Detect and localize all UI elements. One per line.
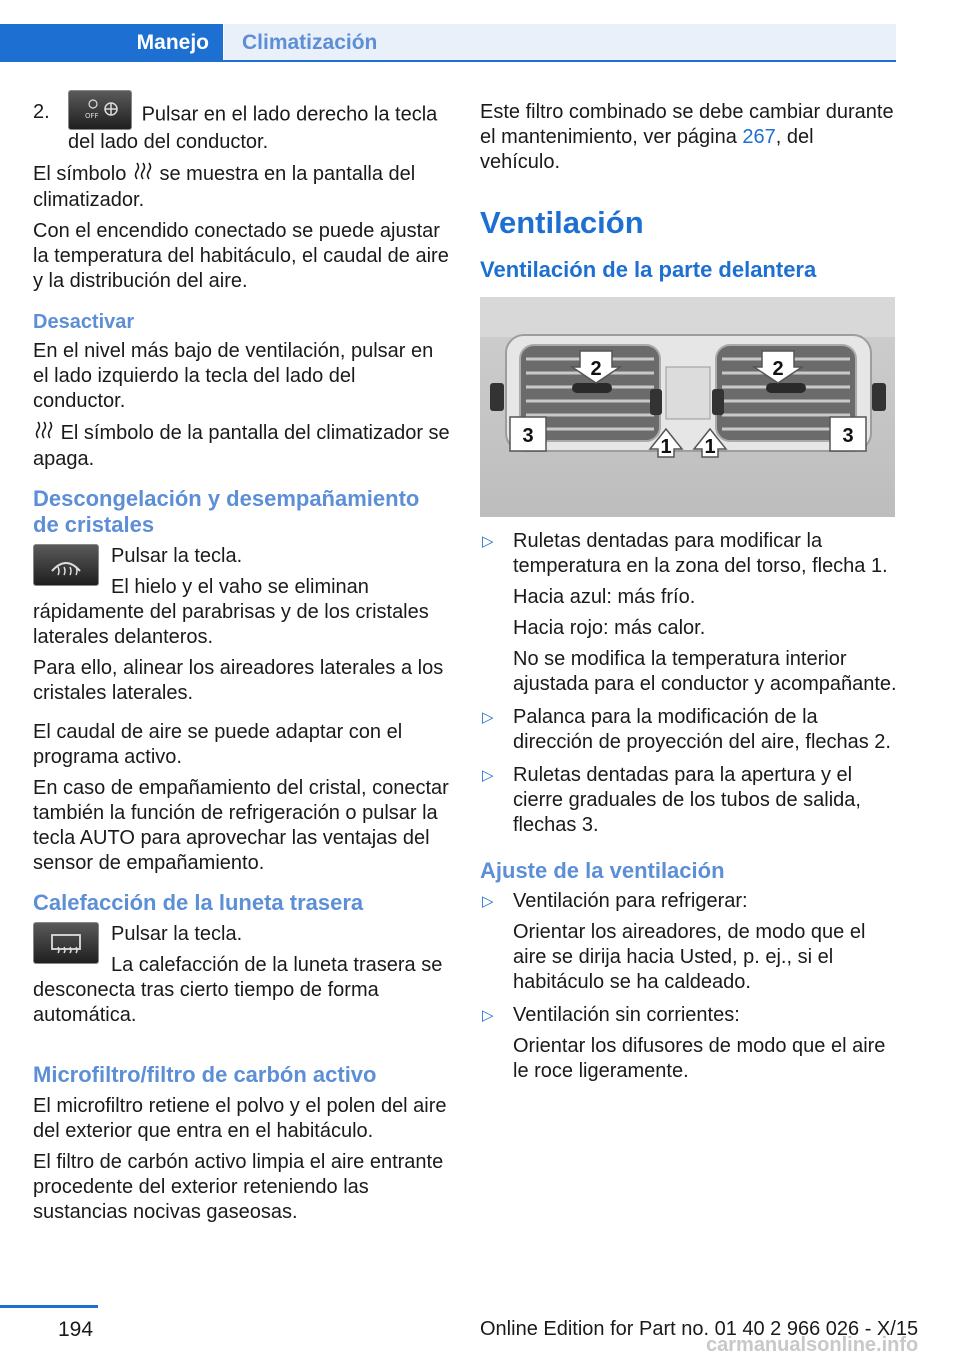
- rear-window-heating-key-icon: [33, 922, 99, 964]
- vent-adjust-list: [480, 889, 898, 1084]
- heading-descongelacion: Descongelación y desempañamiento de cristales: [33, 486, 420, 537]
- list-item-subtext: Orientar los aireadores, de modo que el aire se dirija hacia Usted, p. ej., si el habitáculo se ha caldeado.: [513, 921, 866, 993]
- paragraph: Pulsar la tecla.: [111, 923, 243, 945]
- list-item: [480, 889, 898, 995]
- page-number: 194: [58, 1318, 94, 1341]
- paragraph: En el nivel más bajo de ventilación, pulsar en el lado izquierdo la tecla del lado del conductor.: [33, 340, 434, 412]
- list-item-text: ▷ Ventilación para refrigerar:: [513, 890, 748, 912]
- paragraph: Pulsar la tecla.: [111, 545, 243, 567]
- airflow-symbol-icon: [33, 420, 55, 447]
- fan-off-key-icon: [68, 90, 132, 130]
- svg-text:OFF: OFF: [85, 112, 99, 120]
- list-item: [480, 529, 898, 697]
- symbol-off-paragraph: El símbolo de la pantalla del climatizador se apaga.: [33, 421, 450, 470]
- paragraph: En caso de empañamiento del cristal, conectar también la función de refrigeración o pulsar la tecla AUTO para aprovechar las ventajas del sensor de empañamiento.: [33, 777, 449, 874]
- list-item: [480, 763, 898, 838]
- list-item-text: ▷ Ventilación sin corrientes:: [513, 1004, 740, 1026]
- photo-label: 2: [590, 358, 602, 380]
- page-link[interactable]: 267: [742, 126, 776, 148]
- list-item-text: ▷ Palanca para la modificación de la dirección de proyección del aire, flechas 2.: [513, 706, 891, 753]
- list-item-subtext: Orientar los difusores de modo que el aire le roce ligeramente.: [513, 1035, 886, 1082]
- paragraph: La calefacción de la luneta trasera se desconecta tras cierto tiempo de forma automática.: [33, 954, 443, 1026]
- list-item-text: ▷ Ruletas dentadas para la apertura y el cierre graduales de los tubos de salida, flechas 3.: [513, 764, 861, 836]
- left-column: [33, 100, 451, 1231]
- dashboard-vents-photo: [480, 297, 895, 517]
- step-text: Pulsar en el lado derecho la tecla del lado del conductor.: [68, 103, 438, 153]
- list-item: [480, 705, 898, 755]
- paragraph: El caudal de aire se puede adaptar con el programa activo.: [33, 721, 403, 768]
- footer-rule: [0, 1305, 98, 1308]
- paragraph: El filtro de carbón activo limpia el aire entrante procedente del exterior reteniendo las sustancias nocivas gaseosas.: [33, 1151, 444, 1223]
- windshield-defrost-key-icon: [33, 544, 99, 586]
- list-item-subtext: Hacia rojo: más calor.: [513, 617, 706, 639]
- paragraph: El microfiltro retiene el polvo y el polen del aire del exterior que entra en el habitáculo.: [33, 1095, 447, 1142]
- tab-manejo[interactable]: Manejo: [0, 24, 223, 61]
- watermark: carmanualsonline.info: [706, 1334, 919, 1356]
- paragraph: Con el encendido conectado se puede ajustar la temperatura del habitáculo, el caudal de aire y la distribución del aire.: [33, 220, 449, 292]
- heading-microfiltro: Microfiltro/filtro de carbón activo: [33, 1062, 377, 1087]
- photo-label: 3: [842, 425, 854, 447]
- heading-desactivar: Desactivar: [33, 311, 135, 333]
- list-item-subtext: No se modifica la temperatura interior ajustada para el conductor y acompañante.: [513, 648, 897, 695]
- right-column: [480, 100, 898, 1094]
- vent-controls-list: [480, 529, 898, 838]
- heading-ajuste: Ajuste de la ventilación: [480, 858, 725, 883]
- filter-paragraph: Este filtro combinado se debe cambiar durante el mantenimiento, ver página 267, del vehículo.: [480, 101, 894, 173]
- list-item-text: ▷ Ruletas dentadas para modificar la temperatura en la zona del torso, flecha 1.: [513, 530, 888, 577]
- heading-ventilacion: Ventilación: [480, 205, 644, 240]
- step-number: 2.: [33, 101, 50, 123]
- list-item-subtext: Hacia azul: más frío.: [513, 586, 696, 608]
- list-item: [480, 1003, 898, 1084]
- tab-climatizacion[interactable]: Climatización: [224, 24, 896, 61]
- photo-label: 2: [772, 358, 784, 380]
- top-header: [0, 0, 896, 62]
- airflow-symbol-icon: [132, 161, 154, 188]
- symbol-paragraph: El símbolo se muestra en la pantalla del climatizador.: [33, 162, 416, 211]
- rear-heating-block: [33, 922, 451, 1034]
- photo-label: 1: [704, 436, 716, 458]
- heading-ventilacion-delantera: Ventilación de la parte delantera: [480, 257, 817, 282]
- defrost-block: [33, 544, 451, 656]
- photo-label: 3: [522, 425, 534, 447]
- paragraph: El hielo y el vaho se eliminan rápidamente del parabrisas y de los cristales laterales delanteros.: [33, 576, 429, 648]
- paragraph: Para ello, alinear los aireadores laterales a los cristales laterales.: [33, 657, 444, 704]
- header-rule: [0, 60, 896, 62]
- step-2: [33, 100, 451, 155]
- photo-label: 1: [660, 436, 672, 458]
- edition-footer: Online Edition for Part no. 01 40 2 966 026 - X/15: [480, 1318, 919, 1340]
- heading-calefaccion: Calefacción de la luneta trasera: [33, 890, 364, 915]
